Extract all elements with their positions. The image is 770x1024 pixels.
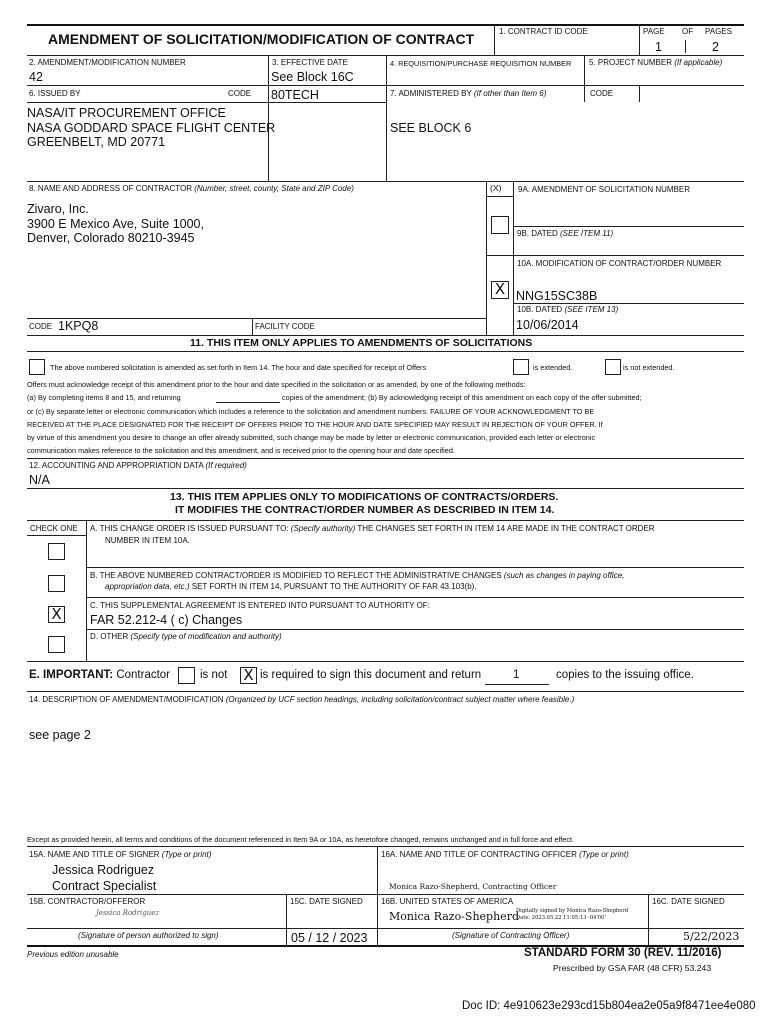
item13-c-value: FAR 52.212-4 ( c) Changes bbox=[90, 613, 243, 627]
amendment-number-value: 42 bbox=[29, 70, 43, 84]
issuer-address: NASA/IT PROCUREMENT OFFICE NASA GODDARD SPACE FLIGHT CENTER GREENBELT, MD 20771 bbox=[27, 106, 276, 149]
officer-label: 16A. NAME AND TITLE OF CONTRACTING OFFICER (Type or print) bbox=[381, 850, 629, 859]
is-not-label: is not bbox=[200, 669, 228, 681]
copies-value: 1 bbox=[513, 669, 520, 681]
previous-edition: Previous edition unusable bbox=[27, 950, 119, 959]
project-number-label: 5. PROJECT NUMBER (If applicable) bbox=[589, 58, 723, 67]
important-is-not-checkbox[interactable] bbox=[178, 667, 195, 684]
not-extended-checkbox[interactable] bbox=[605, 359, 621, 375]
item11-line4: or (c) By separate letter or electronic communication which includes a reference to the solicitation and amendment numbers. FAILURE OF YOUR ACKNOWLEDGMENT TO BE bbox=[27, 407, 595, 416]
date-signed-15c-value: 05 / 12 / 2023 bbox=[291, 931, 368, 945]
code2-label: CODE bbox=[590, 89, 614, 98]
item13-d-line1: D. OTHER (Specify type of modification and authority) bbox=[90, 632, 282, 641]
item11-line2: Offers must acknowledge receipt of this amendment prior to the hour and date specified in the solicitation or as amended, by one of the following methods: bbox=[27, 380, 526, 389]
pages-label: PAGES bbox=[705, 27, 732, 36]
officer-name-title: Monica Razo-Shepherd, Contracting Officer bbox=[389, 882, 557, 891]
item11-line3b: copies of the amendment; (b) By acknowledging receipt of this amendment on each copy of the offer submitted; bbox=[282, 393, 642, 402]
administered-by-value: SEE BLOCK 6 bbox=[390, 121, 472, 135]
mod-contract-label: 10A. MODIFICATION OF CONTRACT/ORDER NUMBER bbox=[517, 259, 722, 268]
item13-c-checkbox[interactable]: X bbox=[48, 606, 65, 623]
important-line: E. IMPORTANT: Contractor bbox=[29, 669, 171, 681]
of-label: OF bbox=[682, 27, 694, 36]
mod-contract-value: NNG15SC38B bbox=[516, 289, 598, 303]
code-label: CODE bbox=[228, 89, 252, 98]
signer-title: Contract Specialist bbox=[52, 879, 157, 893]
contractor-address: Zivaro, Inc. 3900 E Mexico Ave, Suite 1000, Denver, Colorado 80210-3945 bbox=[27, 202, 204, 245]
pages-total: 2 bbox=[712, 40, 719, 54]
item11-heading: 11. THIS ITEM ONLY APPLIES TO AMENDMENTS OF SOLICITATIONS bbox=[190, 337, 533, 349]
item11-line5: RECEIVED AT THE PLACE DESIGNATED FOR THE RECEIPT OF OFFERS PRIOR TO THE HOUR AND DATE SPECIFIED MAY RESULT IN REJECTION OF YOUR OFFER. If bbox=[27, 420, 603, 429]
item13-b-line1: B. THE ABOVE NUMBERED CONTRACT/ORDER IS MODIFIED TO REFLECT THE ADMINISTRATIVE CHANGES (such as changes in paying office, bbox=[90, 571, 625, 580]
facility-code-label: FACILITY CODE bbox=[255, 322, 315, 331]
contractor-offeror-label: 15B. CONTRACTOR/OFFEROR bbox=[29, 897, 146, 906]
extended-label: is extended. bbox=[533, 363, 573, 372]
date-signed-16c-value: 5/22/2023 bbox=[683, 930, 740, 943]
accounting-label: 12. ACCOUNTING AND APPROPRIATION DATA (If required) bbox=[29, 461, 247, 470]
description-value: see page 2 bbox=[29, 728, 91, 742]
mod-contract-checkbox[interactable]: X bbox=[491, 281, 509, 299]
page-label: PAGE bbox=[643, 27, 665, 36]
effective-date-label: 3. EFFECTIVE DATE bbox=[272, 58, 348, 67]
item13-b-checkbox[interactable] bbox=[48, 575, 65, 592]
important-required-checkbox[interactable]: X bbox=[240, 667, 257, 684]
not-extended-label: is not extended. bbox=[623, 363, 675, 372]
item13-heading2: IT MODIFIES THE CONTRACT/ORDER NUMBER AS DESCRIBED IN ITEM 14. bbox=[175, 504, 555, 516]
x-column-label: (X) bbox=[490, 183, 502, 193]
doc-id: Doc ID: 4e910623e293cd15b804ea2e05a9f8471ee4e080 bbox=[462, 1000, 756, 1012]
contractor-label: 8. NAME AND ADDRESS OF CONTRACTOR (Number, street, county, State and ZIP Code) bbox=[29, 184, 354, 193]
sig-officer-caption: (Signature of Contracting Officer) bbox=[452, 931, 570, 940]
contractor-code-label: CODE bbox=[29, 322, 53, 331]
item13-b-line2: appropriation data, etc.) SET FORTH IN ITEM 14, PURSUANT TO THE AUTHORITY OF FAR 43.103(b). bbox=[105, 582, 477, 591]
form-title: AMENDMENT OF SOLICITATION/MODIFICATION OF CONTRACT bbox=[48, 31, 475, 47]
copies-text: copies to the issuing office. bbox=[556, 669, 694, 681]
signer-label: 15A. NAME AND TITLE OF SIGNER (Type or print) bbox=[29, 850, 212, 859]
dated-9b-label: 9B. DATED (SEE ITEM 11) bbox=[517, 229, 614, 238]
date-signed-15c-label: 15C. DATE SIGNED bbox=[290, 897, 363, 906]
item13-d-checkbox[interactable] bbox=[48, 636, 65, 653]
item13-c-line1: C. THIS SUPPLEMENTAL AGREEMENT IS ENTERED INTO PURSUANT TO AUTHORITY OF: bbox=[90, 601, 430, 610]
extended-checkbox[interactable] bbox=[513, 359, 529, 375]
description-label: 14. DESCRIPTION OF AMENDMENT/MODIFICATION (Organized by UCF section headings, including solicitation/contract subject matter where feasible.) bbox=[29, 695, 575, 704]
item13-a-line2: NUMBER IN ITEM 10A. bbox=[105, 536, 190, 545]
except-text: Except as provided herein, all terms and conditions of the document referenced in Item 9A or 10A, as heretofore changed, remains unchanged and in full force and effect. bbox=[27, 835, 575, 844]
signer-signature: Jessica Rodriguez bbox=[96, 909, 160, 917]
item11-line3a: (a) By completing items 8 and 15, and returning bbox=[27, 393, 181, 402]
required-text: is required to sign this document and return bbox=[260, 669, 482, 681]
administered-by-label: 7. ADMINISTERED BY (If other than Item 6) bbox=[390, 89, 547, 98]
requisition-label: 4. REQUISITION/PURCHASE REQUISITION NUMBER bbox=[390, 59, 572, 68]
page-number: 1 bbox=[655, 40, 662, 54]
item11-line1: The above numbered solicitation is amended as set forth in Item 14. The hour and date specified for receipt of Offers bbox=[50, 363, 427, 372]
usa-label: 16B. UNITED STATES OF AMERICA bbox=[381, 897, 514, 906]
officer-signature: Monica Razo-Shepherd bbox=[389, 910, 519, 923]
contractor-code-value: 1KPQ8 bbox=[58, 319, 99, 333]
sig-person-caption: (Signature of person authorized to sign) bbox=[78, 931, 219, 940]
issuer-code-value: 80TECH bbox=[271, 88, 319, 102]
item11-line6: by virtue of this amendment you desire to change an offer already submitted, such change may be made by letter or electronic communication, provided each letter or electronic bbox=[27, 433, 596, 442]
item13-heading1: 13. THIS ITEM APPLIES ONLY TO MODIFICATIONS OF CONTRACTS/ORDERS. bbox=[170, 491, 559, 503]
effective-date-value: See Block 16C bbox=[271, 70, 354, 84]
dated-10b-label: 10B. DATED (SEE ITEM 13) bbox=[517, 305, 619, 314]
item11-line7: communication makes reference to the solicitation and this amendment, and is received prior to the opening hour and date specified. bbox=[27, 446, 455, 455]
contract-id-label: 1. CONTRACT ID CODE bbox=[499, 27, 588, 36]
amend-solicitation-checkbox[interactable] bbox=[491, 216, 509, 234]
standard-form: STANDARD FORM 30 (REV. 11/2016) bbox=[524, 947, 722, 959]
check-one-label: CHECK ONE bbox=[30, 524, 78, 533]
signer-name: Jessica Rodriguez bbox=[52, 863, 155, 877]
item11-amended-checkbox[interactable] bbox=[29, 359, 45, 375]
amendment-number-label: 2. AMENDMENT/MODIFICATION NUMBER bbox=[29, 58, 186, 67]
date-signed-16c-label: 16C. DATE SIGNED bbox=[652, 897, 725, 906]
amend-solicitation-label: 9A. AMENDMENT OF SOLICITATION NUMBER bbox=[518, 185, 691, 194]
prescribed-by: Prescribed by GSA FAR (48 CFR) 53.243 bbox=[553, 963, 712, 973]
dated-10b-value: 10/06/2014 bbox=[516, 318, 579, 332]
item13-a-line1: A. THIS CHANGE ORDER IS ISSUED PURSUANT TO: (Specify authority) THE CHANGES SET FORTH IN ITEM 14 ARE MADE IN THE CONTRACT ORDER bbox=[90, 524, 655, 533]
accounting-value: N/A bbox=[29, 473, 50, 487]
digital-signature-stamp: Digitally signed by Monica Razo-Shepherd Date: 2023.05.22 11:05:13 -04'00' bbox=[516, 908, 629, 921]
item13-a-checkbox[interactable] bbox=[48, 543, 65, 560]
issued-by-label: 6. ISSUED BY bbox=[29, 89, 81, 98]
